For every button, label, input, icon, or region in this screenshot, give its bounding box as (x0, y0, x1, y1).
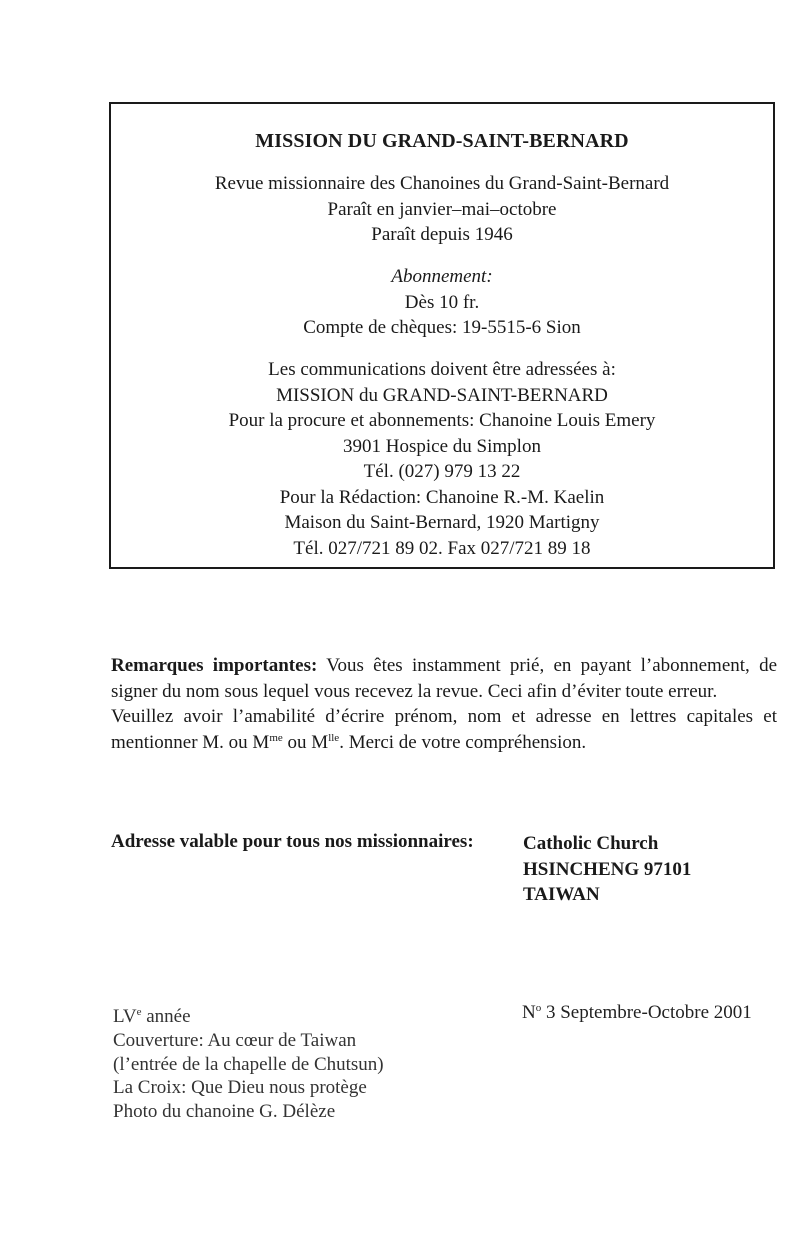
remarks-text-1: Vous êtes instamment prié, en payant l’abonnement, de signer du nom sous lequel vous recevez la revue. Ceci afin d’éviter toute erreur. (111, 655, 778, 702)
footer-credits (113, 1005, 384, 1124)
remarks-text-2c: . Merci de votre compréhension. (339, 731, 587, 753)
contact-block (111, 357, 773, 561)
address-line: Catholic Church (523, 833, 659, 854)
subscription-price: Dès 10 fr. (404, 291, 480, 313)
sup-me: me (269, 731, 283, 744)
masthead-box (109, 102, 775, 569)
address-block (523, 831, 691, 908)
cover-line: (l’entrée de la chapelle de Chutsun) (113, 1053, 384, 1075)
volume-year (113, 1005, 384, 1029)
sup-lle: lle (328, 731, 340, 744)
intro-line: Revue missionnaire des Chanoines du Grand-Saint-Bernard (214, 173, 670, 194)
contact-line: MISSION du GRAND-SAINT-BERNARD (276, 384, 608, 406)
remarks-text-2a: Veuillez avoir l’amabilité d’écrire prénom, nom et adresse en lettres capitales et mentionner M. ou M (111, 706, 777, 753)
intro-line: Paraît depuis 1946 (371, 224, 513, 245)
remarks-paragraph-1 (111, 653, 777, 704)
account-number: Compte de chèques: 19-5515-6 Sion (303, 317, 581, 338)
intro-line: Paraît en janvier–mai–octobre (327, 198, 557, 220)
remarks-label: Remarques importantes: (111, 655, 318, 676)
year-sup: e (136, 1006, 142, 1018)
subscription-heading: Abonnement: (391, 266, 493, 287)
address-label: Adresse valable pour tous nos missionnaires: (111, 831, 474, 852)
masthead-title: MISSION DU GRAND-SAINT-BERNARD (255, 130, 629, 152)
cover-line: La Croix: Que Dieu nous protège (113, 1077, 367, 1099)
contact-line: Tél. (027) 979 13 22 (363, 461, 521, 482)
issue-suffix: 3 Septembre-Octobre 2001 (541, 1002, 752, 1023)
contact-line: 3901 Hospice du Simplon (343, 435, 541, 457)
subscription-block (111, 264, 773, 341)
remarks-text-2b: ou M (282, 731, 329, 753)
contact-line: Maison du Saint-Bernard, 1920 Martigny (284, 512, 600, 533)
remarks-section (111, 653, 777, 755)
cover-line: Photo du chanoine G. Délèze (113, 1101, 336, 1123)
remarks-paragraph-2 (111, 704, 777, 755)
cover-line: Couverture: Au cœur de Taiwan (113, 1029, 357, 1051)
issue-sup: o (535, 1002, 542, 1014)
address-line: HSINCHENG 97101 (523, 858, 692, 880)
contact-line: Les communications doivent être adressées à: (268, 359, 616, 380)
contact-line: Tél. 027/721 89 02. Fax 027/721 89 18 (293, 537, 591, 559)
issue-number (522, 1002, 752, 1024)
masthead-intro (111, 171, 773, 248)
contact-line: Pour la procure et abonnements: Chanoine Louis Emery (228, 410, 656, 431)
contact-line: Pour la Rédaction: Chanoine R.-M. Kaelin (279, 486, 605, 508)
issue-prefix: N (522, 1002, 536, 1023)
year-suffix: année (141, 1006, 191, 1027)
address-line: TAIWAN (523, 884, 600, 905)
year-prefix: LV (113, 1006, 137, 1027)
